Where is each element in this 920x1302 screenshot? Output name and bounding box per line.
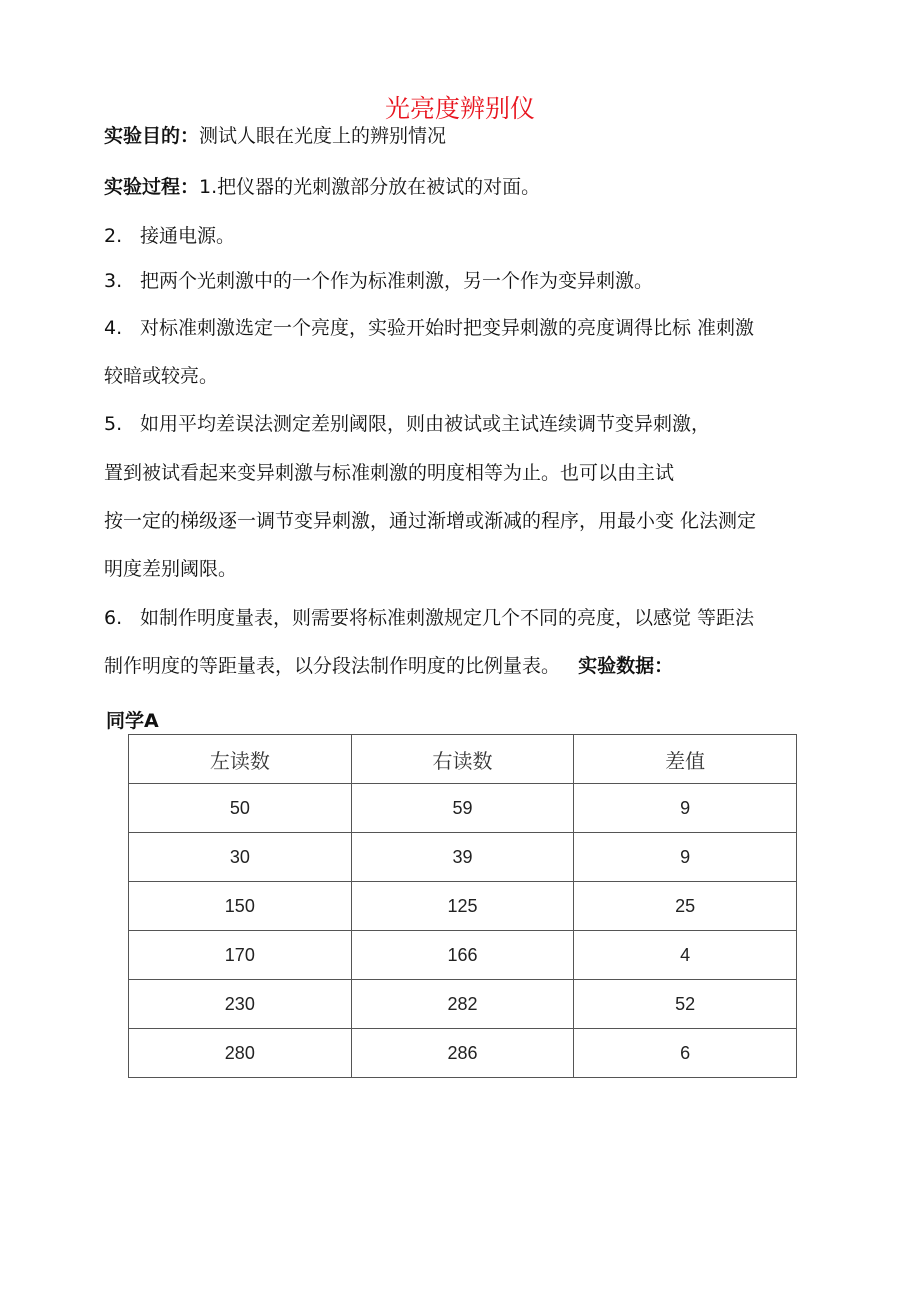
table-cell: 286 xyxy=(351,1029,574,1078)
table-row xyxy=(129,833,797,882)
table-row xyxy=(129,931,797,980)
step-text: 对标准刺激选定一个亮度，实验开始时把变异刺激的亮度调得比标 准刺激 xyxy=(140,317,755,339)
step-2 xyxy=(104,223,235,249)
step-text: 接通电源。 xyxy=(140,225,236,247)
step-4 xyxy=(104,315,754,341)
step-5-continued-2 xyxy=(104,508,756,534)
process-line xyxy=(104,174,540,200)
table-cell: 150 xyxy=(129,882,352,931)
process-label: 实验过程： xyxy=(104,176,200,198)
step-6-continued xyxy=(104,653,673,679)
purpose-label: 实验目的： xyxy=(104,125,200,147)
table-cell: 230 xyxy=(129,980,352,1029)
table-row xyxy=(129,1029,797,1078)
step-6 xyxy=(104,605,754,631)
step-text: 制作明度的等距量表，以分段法制作明度的比例量表。 xyxy=(104,655,561,677)
table-cell: 166 xyxy=(351,931,574,980)
table-row xyxy=(129,784,797,833)
step-text: 较暗或较亮。 xyxy=(104,365,219,387)
step-text: 把两个光刺激中的一个作为标准刺激，另一个作为变异刺激。 xyxy=(140,270,654,292)
table-cell: 39 xyxy=(351,833,574,882)
table-cell: 282 xyxy=(351,980,574,1029)
column-header-difference: 差值 xyxy=(574,735,797,784)
step-text: 置到被试看起来变异刺激与标准刺激的明度相等为止。也可以由主试 xyxy=(104,462,675,484)
step-text: 如用平均差误法测定差别阈限，则由被试或主试连续调节变异刺激， xyxy=(140,413,711,435)
column-header-left-reading: 左读数 xyxy=(129,735,352,784)
table-cell: 6 xyxy=(574,1029,797,1078)
table-row xyxy=(129,980,797,1029)
readings-table xyxy=(128,734,797,1078)
purpose-line xyxy=(104,123,446,149)
table-cell: 170 xyxy=(129,931,352,980)
table-cell: 25 xyxy=(574,882,797,931)
step-3 xyxy=(104,268,653,294)
table-cell: 9 xyxy=(574,833,797,882)
purpose-text: 测试人眼在光度上的辨别情况 xyxy=(199,125,447,147)
table-cell: 30 xyxy=(129,833,352,882)
step-number: 2. xyxy=(104,225,123,247)
step-5 xyxy=(104,411,710,437)
student-label: 同学A xyxy=(106,710,159,732)
step-number: 5. xyxy=(104,413,123,435)
column-header-right-reading: 右读数 xyxy=(351,735,574,784)
table-cell: 59 xyxy=(351,784,574,833)
step-text: 如制作明度量表，则需要将标准刺激规定几个不同的亮度，以感觉 等距法 xyxy=(140,607,755,629)
table-cell: 4 xyxy=(574,931,797,980)
table-cell: 280 xyxy=(129,1029,352,1078)
step-number: 4. xyxy=(104,317,123,339)
step-text: 明度差别阈限。 xyxy=(104,558,238,580)
table-cell: 125 xyxy=(351,882,574,931)
step-text: 按一定的梯级逐一调节变异刺激，通过渐增或渐减的程序，用最小变 化法测定 xyxy=(104,510,757,532)
process-text: 1.把仪器的光刺激部分放在被试的对面。 xyxy=(199,176,541,198)
step-number: 3. xyxy=(104,270,123,292)
page-title: 光亮度辨别仪 xyxy=(384,94,535,123)
table-cell: 9 xyxy=(574,784,797,833)
data-section-label: 实验数据： xyxy=(578,655,674,677)
step-5-continued-1 xyxy=(104,460,674,486)
table-header-row xyxy=(129,735,797,784)
step-4-continued xyxy=(104,363,218,389)
table-cell: 50 xyxy=(129,784,352,833)
table-row xyxy=(129,882,797,931)
table-cell: 52 xyxy=(574,980,797,1029)
step-number: 6. xyxy=(104,607,123,629)
step-5-continued-3 xyxy=(104,556,237,582)
